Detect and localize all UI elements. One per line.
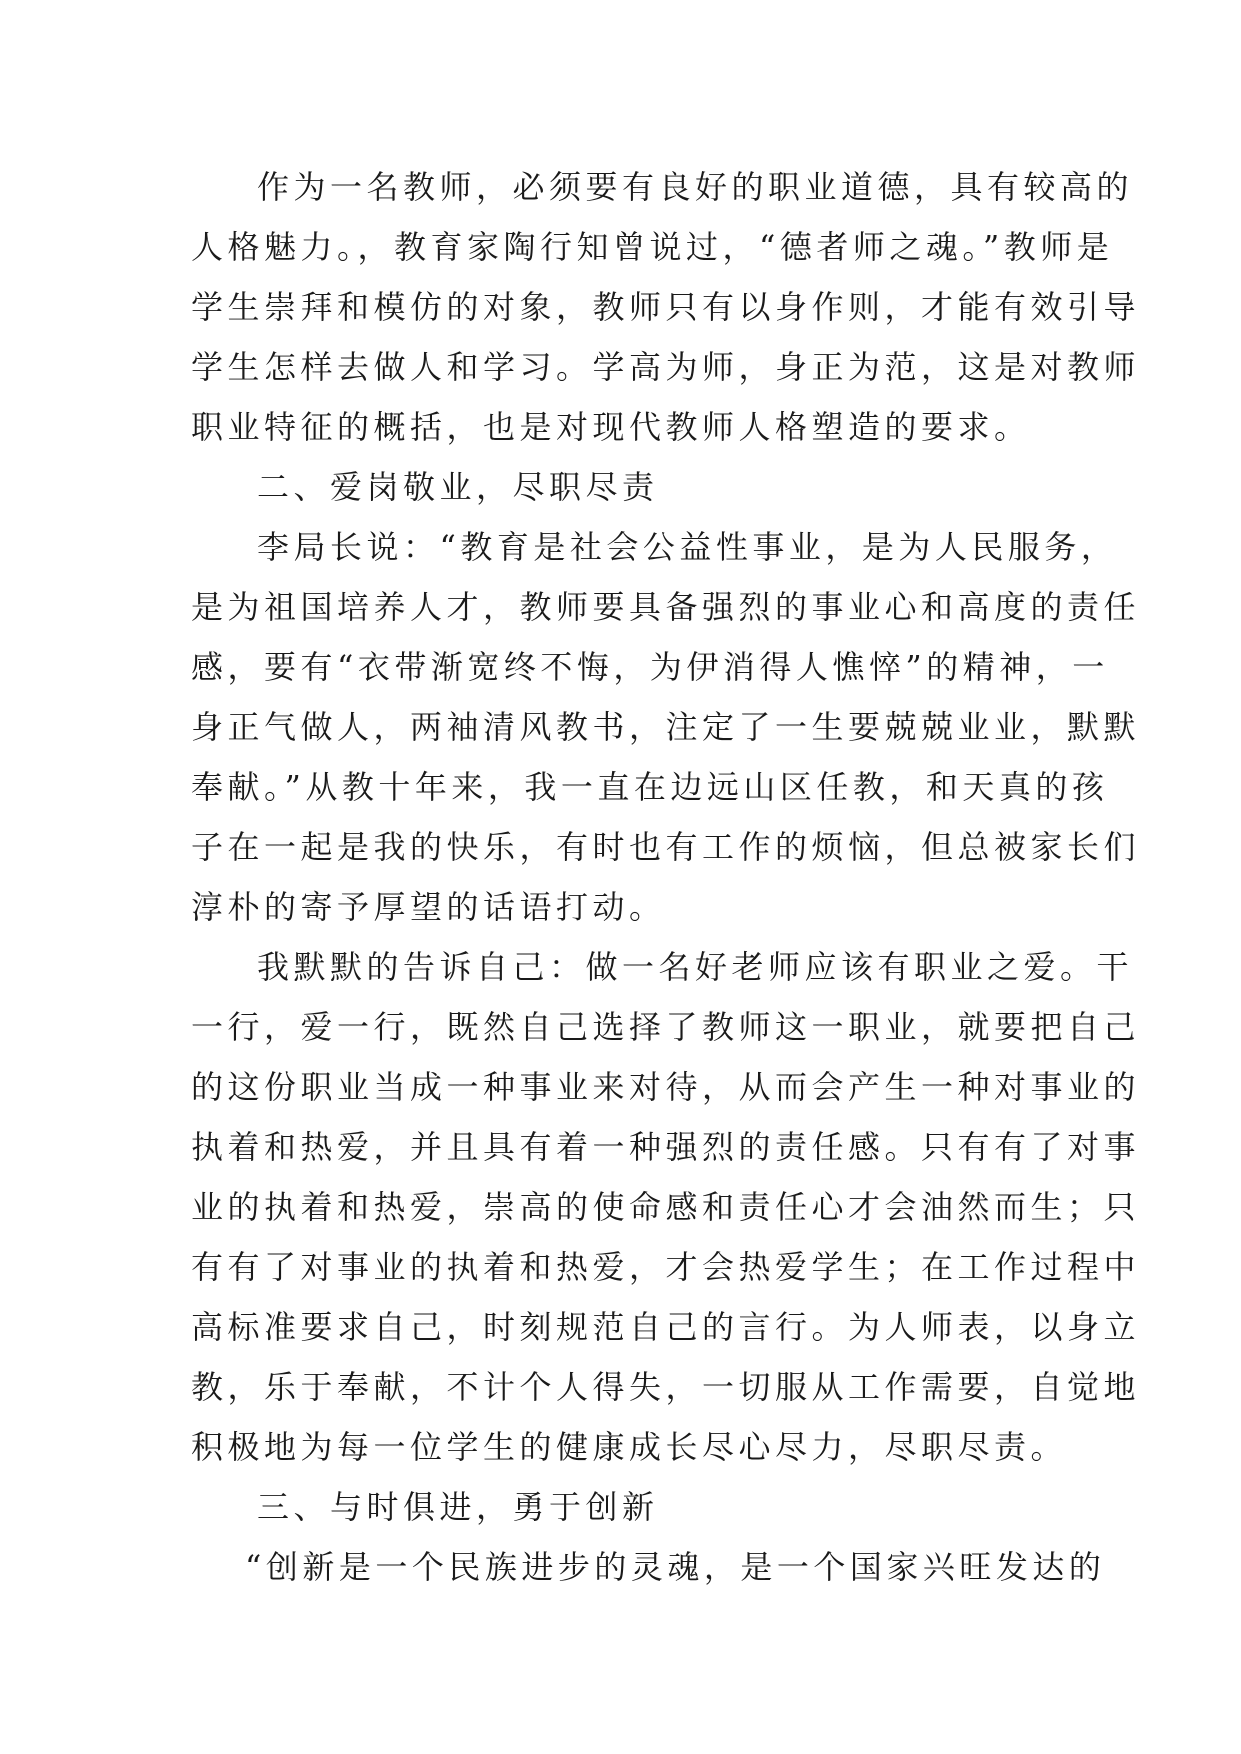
section-heading: 三、与时俱进，勇于创新 [257,1488,659,1526]
paragraph-line: “创新是一个民族进步的灵魂，是一个国家兴旺发达的 [245,1548,1106,1586]
paragraph-line: 教，乐于奉献，不计个人得失，一切服从工作需要，自觉地 [191,1368,1141,1406]
paragraph-line: 我默默的告诉自己：做一名好老师应该有职业之爱。干 [257,948,1134,986]
paragraph-line: 奉献。”从教十年来，我一直在边远山区任教，和天真的孩 [191,768,1109,806]
paragraph-line: 人格魅力。，教育家陶行知曾说过，“德者师之魂。”教师是 [191,228,1114,266]
section-heading: 二、爱岗敬业，尽职尽责 [257,468,659,506]
paragraph-line: 作为一名教师，必须要有良好的职业道德，具有较高的 [257,168,1134,206]
paragraph-line: 积极地为每一位学生的健康成长尽心尽力，尽职尽责。 [191,1428,1068,1466]
paragraph-line: 子在一起是我的快乐，有时也有工作的烦恼，但总被家长们 [191,828,1141,866]
paragraph-line: 感，要有“衣带渐宽终不悔，为伊消得人憔悴”的精神，一 [191,648,1109,686]
paragraph-line: 的这份职业当成一种事业来对待，从而会产生一种对事业的 [191,1068,1141,1106]
paragraph-line: 身正气做人，两袖清风教书，注定了一生要兢兢业业，默默 [191,708,1141,746]
paragraph-line: 一行，爱一行，既然自己选择了教师这一职业，就要把自己 [191,1008,1141,1046]
paragraph-line: 是为祖国培养人才，教师要具备强烈的事业心和高度的责任 [191,588,1141,626]
paragraph-line: 学生崇拜和模仿的对象，教师只有以身作则，才能有效引导 [191,288,1141,326]
paragraph-line: 有有了对事业的执着和热爱，才会热爱学生；在工作过程中 [191,1248,1141,1286]
paragraph-line: 淳朴的寄予厚望的话语打动。 [191,888,666,926]
paragraph-line: 高标准要求自己，时刻规范自己的言行。为人师表，以身立 [191,1308,1141,1346]
paragraph-line: 业的执着和热爱，崇高的使命感和责任心才会油然而生；只 [191,1188,1141,1226]
paragraph-line: 李局长说：“教育是社会公益性事业，是为人民服务， [257,528,1118,566]
paragraph-line: 职业特征的概括，也是对现代教师人格塑造的要求。 [191,408,1031,446]
paragraph-line: 学生怎样去做人和学习。学高为师，身正为范，这是对教师 [191,348,1141,386]
document-body [191,157,1141,1597]
paragraph-line: 执着和热爱，并且具有着一种强烈的责任感。只有有了对事 [191,1128,1141,1166]
